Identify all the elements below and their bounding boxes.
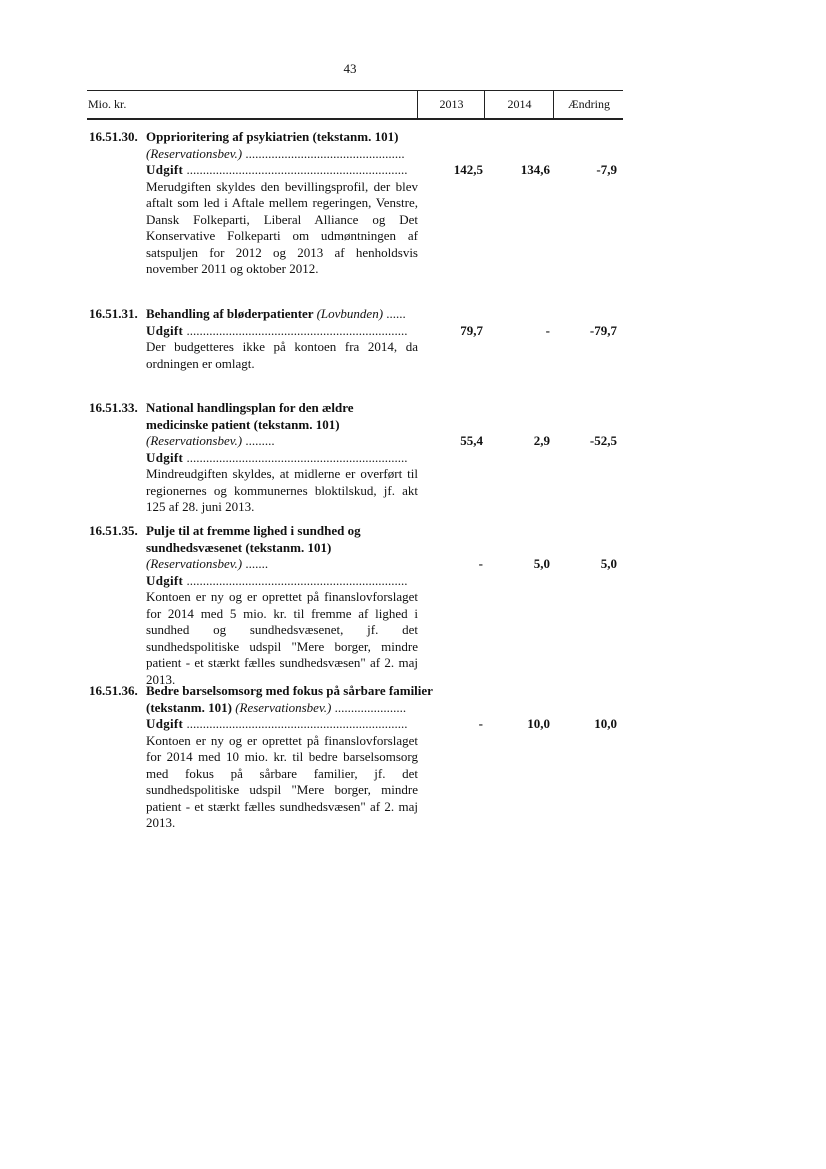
entry-title <box>146 129 418 162</box>
entry-note: Kontoen er ny og er oprettet på finanslovforslaget for 2014 med 5 mio. kr. til fremme af lighed i sundhed og sundhedsvæsenet, jf. det sundhedspolitiske udspil "Mere borger, mindre patient - et stærkt fælles sundhedsvæsen" af 2. maj 2013. <box>146 589 418 687</box>
leader-dots: ...................... <box>331 699 407 715</box>
leader-dots: .................................................................... <box>183 322 408 338</box>
expense-line <box>146 450 418 467</box>
title-text: Opprioritering af psykiatrien (tekstanm. 101) <box>146 129 399 144</box>
expense-label: Udgift <box>146 322 184 338</box>
value-2013: - <box>478 556 483 571</box>
entry-note: Kontoen er ny og er oprettet på finanslovforslaget for 2014 med 10 mio. kr. til bedre barselsomsorg med fokus på sårbare familier, jf. det sundhedspolitiske udspil "Mere borger, mindre patient - et stærkt fælles sundhedsvæsen" af 2. maj 2013. <box>146 732 418 830</box>
expense-line <box>146 716 418 733</box>
entry-title <box>146 683 446 716</box>
leader-dots: ....... <box>242 556 269 571</box>
account-number: 16.51.35. <box>89 523 138 538</box>
value-change: 10,0 <box>594 716 617 731</box>
value-change: -79,7 <box>589 322 617 338</box>
page-number: 43 <box>343 61 357 76</box>
title-text: National handlingsplan for den ældre medicinske patient (tekstanm. 101) <box>146 400 354 432</box>
value-2014: - <box>545 322 550 338</box>
leader-dots: .................................................................... <box>183 716 408 731</box>
column-header-2014: 2014 <box>484 91 554 118</box>
expense-line <box>146 162 418 179</box>
account-number: 16.51.36. <box>89 683 138 698</box>
appropriation-type: (Reservationsbev.) <box>146 145 243 161</box>
leader-dots: ......... <box>242 433 275 448</box>
entry-title <box>146 523 418 573</box>
value-change: 5,0 <box>600 556 617 571</box>
value-2013: - <box>478 716 483 731</box>
column-header-2013: 2013 <box>417 91 485 118</box>
leader-dots: ................................................. <box>242 145 405 161</box>
account-number: 16.51.30. <box>89 129 138 144</box>
leader-dots: .................................................................... <box>183 449 408 465</box>
leader-dots: .................................................................... <box>183 162 408 177</box>
leader-dots: ...... <box>383 306 406 321</box>
value-2013: 79,7 <box>460 322 483 338</box>
value-2014: 134,6 <box>520 162 550 177</box>
title-text: Pulje til at fremme lighed i sundhed og sundhedsvæsenet (tekstanm. 101) <box>146 523 361 555</box>
value-change: -7,9 <box>596 162 617 177</box>
value-change: -52,5 <box>589 433 617 448</box>
expense-line <box>146 323 418 340</box>
entry-note: Merudgiften skyldes den bevillingsprofil, der blev aftalt som led i Aftale mellem regeringen, Venstre, Dansk Folkeparti, Liberal Alliance og Det Konservative Folkeparti om udmøntningen af satspuljen for 2012 og 2013 af henholdsvis november 2011 og oktober 2012. <box>146 178 418 276</box>
appropriation-type: (Lovbunden) <box>316 306 384 321</box>
expense-label: Udgift <box>146 162 184 177</box>
value-2014: 5,0 <box>533 556 550 571</box>
account-number: 16.51.33. <box>89 400 138 415</box>
unit-label: Mio. kr. <box>88 97 127 111</box>
leader-dots: .................................................................... <box>183 572 408 588</box>
value-2014: 10,0 <box>527 716 550 731</box>
column-header-change: Ændring <box>553 91 624 118</box>
account-number: 16.51.31. <box>89 306 138 321</box>
appropriation-type: (Reservationsbev.) <box>146 433 243 448</box>
entry-title <box>146 306 418 323</box>
entry-note: Mindreudgiften skyldes, at midlerne er overført til regionernes og kommunernes bloktilskud, jf. akt 125 af 28. juni 2013. <box>146 466 418 514</box>
title-text: Bedre barselsomsorg med fokus på sårbare familier (tekstanm. 101) <box>146 683 433 715</box>
column-header-row <box>87 90 623 120</box>
entry-title <box>146 400 418 450</box>
value-2014: 2,9 <box>533 433 550 448</box>
expense-line <box>146 573 418 590</box>
value-2013: 55,4 <box>460 433 483 448</box>
entry-note: Der budgetteres ikke på kontoen fra 2014, da ordningen er omlagt. <box>146 339 418 371</box>
value-2013: 142,5 <box>453 162 483 177</box>
expense-label: Udgift <box>146 572 184 588</box>
appropriation-type: (Reservationsbev.) <box>146 556 243 571</box>
expense-label: Udgift <box>146 716 184 731</box>
appropriation-type: (Reservationsbev.) <box>235 699 332 715</box>
expense-label: Udgift <box>146 449 184 465</box>
title-text: Behandling af bløderpatienter <box>146 306 314 321</box>
